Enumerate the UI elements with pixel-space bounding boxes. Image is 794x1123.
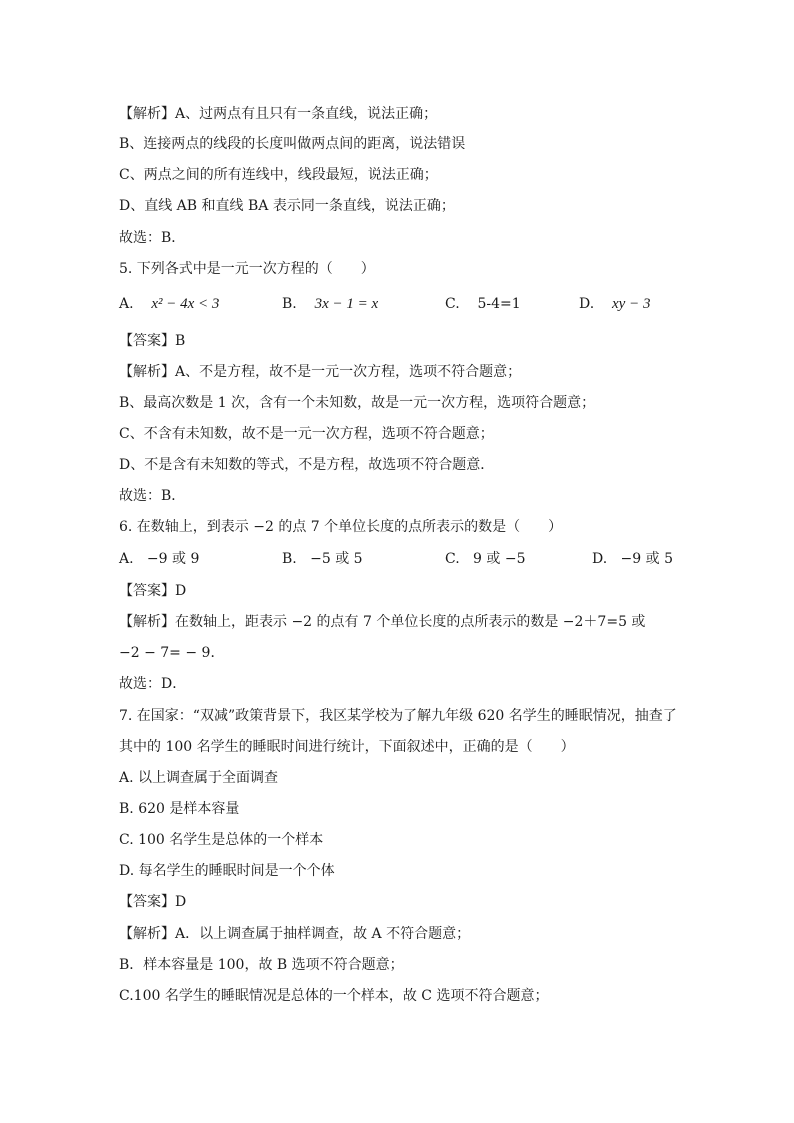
text-line: −2 − 7= − 9． [119,645,225,661]
option-expr: x² − 4x < 3 [151,296,220,312]
text-line: 【解析】在数轴上，距表示 −2 的点有 7 个单位长度的点所表示的数是 −2＋7=5 或 [119,614,646,630]
option-line: C. 100 名学生是总体的一个样本 [119,832,324,848]
q6-option-a [119,549,199,569]
option-expr: 5-4=1 [477,296,521,312]
question-5: 5. 下列各式中是一元一次方程的（ ） [119,261,375,277]
question-7: 7. 在国家：“双减”政策背景下，我区某学校为了解九年级 620 名学生的睡眠情况，抽查了 [119,708,677,724]
option-label: A. [119,296,134,312]
q6-options [119,549,719,569]
option-label: C. [445,296,460,312]
text-line: D、直线 AB 和直线 BA 表示同一条直线，说法正确； [119,198,455,214]
option-label: C. [445,551,460,567]
answer-line: 【答案】D [119,583,187,599]
q6-option-c [445,549,525,569]
option-label: D. [579,296,595,312]
q5-option-a [119,294,219,314]
option-line: D. 每名学生的睡眠时间是一个个体 [119,863,335,879]
question-6: 6. 在数轴上，到表示 −2 的点 7 个单位长度的点所表示的数是（ ） [119,519,563,535]
text-line: 故选：B． [119,488,186,504]
option-expr: −9 或 5 [620,551,673,567]
answer-line: 【答案】B [119,333,186,349]
q5-option-b [282,294,378,314]
text-line: C.100 名学生的睡眠情况是总体的一个样本，故 C 选项不符合题意； [119,988,549,1004]
text-line: D、不是含有未知数的等式，不是方程，故选项不符合题意． [119,457,495,473]
answer-line: 【答案】D [119,894,187,910]
option-expr: −5 或 5 [310,551,363,567]
q6-option-d [592,549,673,569]
text-line: C、两点之间的所有连线中，线段最短，说法正确； [119,167,438,183]
text-line: 其中的 100 名学生的睡眠时间进行统计，下面叙述中，正确的是（ ） [119,739,575,755]
text-line: B．样本容量是 100，故 B 选项不符合题意； [119,957,404,973]
option-label: B. [282,551,297,567]
option-expr: 3x − 1 = x [314,296,379,312]
text-line: 故选：B． [119,230,186,246]
text-line: 【解析】A．以上调查属于抽样调查，故 A 不符合题意； [119,926,471,942]
option-expr: 9 或 −5 [473,551,526,567]
option-label: B. [282,296,297,312]
text-line: 【解析】A、不是方程，故不是一元一次方程，选项不符合题意； [119,364,522,380]
text-line: 【解析】A、过两点有且只有一条直线，说法正确； [119,106,438,122]
q5-option-d [579,294,650,314]
option-line: B. 620 是样本容量 [119,801,240,817]
text-line: 故选：D． [119,676,187,692]
option-label: A. [119,551,134,567]
text-line: C、不含有未知数，故不是一元一次方程，选项不符合题意； [119,426,494,442]
text-line: B、连接两点的线段的长度叫做两点间的距离，说法错误 [119,136,466,152]
option-label: D. [592,551,608,567]
option-expr: xy − 3 [612,296,651,312]
q5-options [119,294,719,314]
text-line: B、最高次数是 1 次，含有一个未知数，故是一元一次方程，选项符合题意； [119,395,596,411]
q5-option-c [445,294,521,314]
q6-option-b [282,549,363,569]
option-line: A. 以上调查属于全面调查 [119,770,279,786]
option-expr: −9 或 9 [146,551,200,567]
